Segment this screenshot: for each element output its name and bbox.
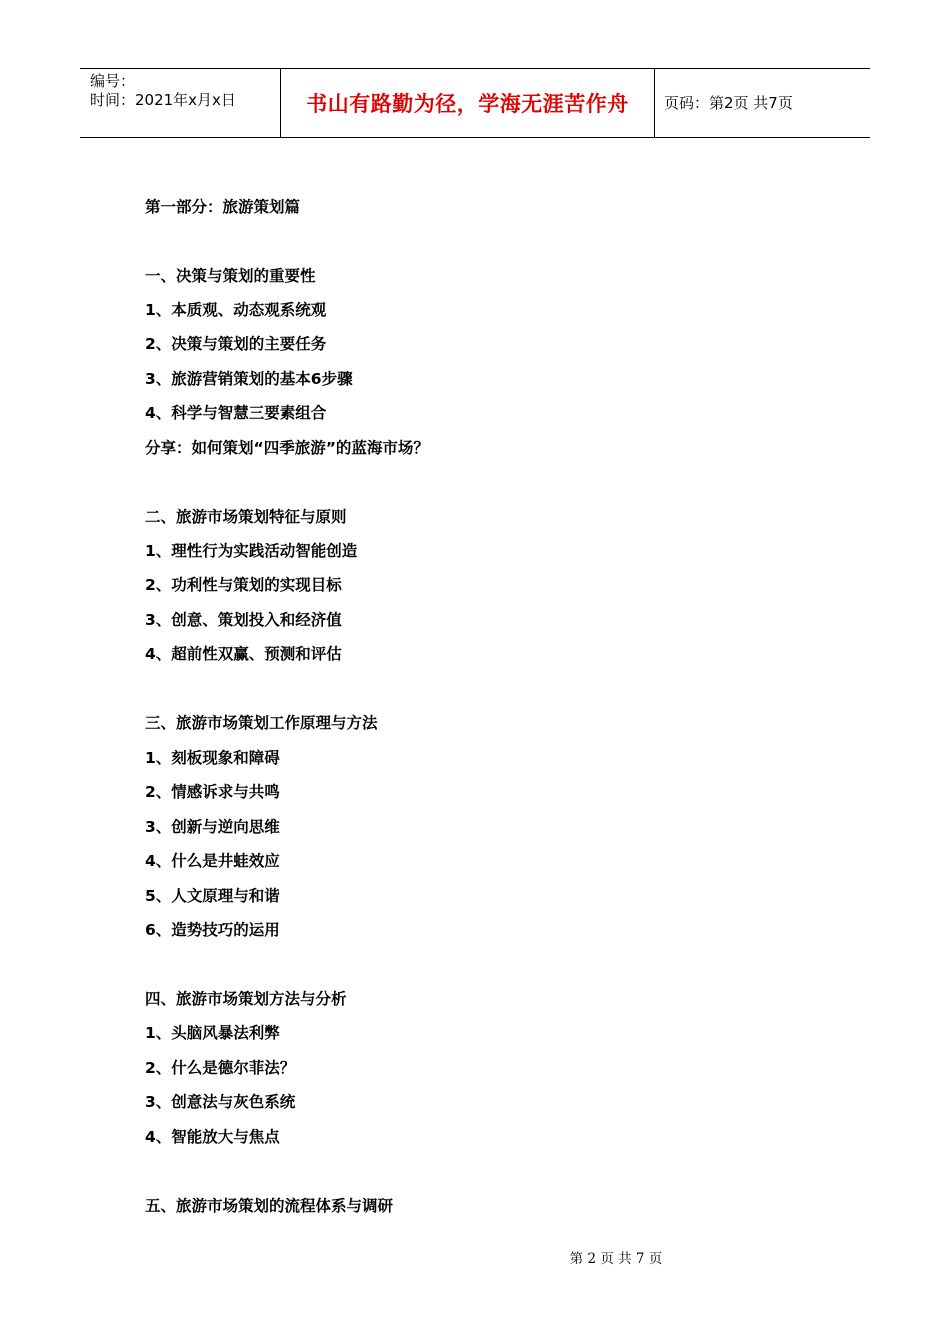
list-item: 2、什么是德尔菲法？ bbox=[145, 1059, 296, 1077]
header-meta-cell bbox=[80, 69, 280, 137]
section-title: 二、旅游市场策划特征与原则 bbox=[145, 508, 347, 526]
time-label: 时间：2021年x月x日 bbox=[90, 91, 236, 109]
list-item: 2、决策与策划的主要任务 bbox=[145, 335, 327, 353]
header-motto-cell bbox=[280, 69, 655, 137]
motto-text: 书山有路勤为径，学海无涯苦作舟 bbox=[306, 92, 629, 116]
page-header bbox=[80, 68, 870, 138]
list-item: 3、旅游营销策划的基本6步骤 bbox=[145, 370, 353, 388]
section-title: 一、决策与策划的重要性 bbox=[145, 267, 316, 285]
part-title: 第一部分：旅游策划篇 bbox=[145, 198, 301, 216]
list-item: 3、创意法与灰色系统 bbox=[145, 1093, 296, 1111]
list-item: 4、智能放大与焦点 bbox=[145, 1128, 280, 1146]
list-item: 1、头脑风暴法利弊 bbox=[145, 1024, 280, 1042]
list-item: 2、情感诉求与共鸣 bbox=[145, 783, 280, 801]
list-item: 1、本质观、动态观系统观 bbox=[145, 301, 327, 319]
list-item: 4、什么是井蛙效应 bbox=[145, 852, 280, 870]
section-title: 五、旅游市场策划的流程体系与调研 bbox=[145, 1197, 394, 1215]
list-item: 分享：如何策划“四季旅游”的蓝海市场？ bbox=[145, 439, 429, 457]
list-item: 5、人文原理与和谐 bbox=[145, 887, 280, 905]
list-item: 3、创新与逆向思维 bbox=[145, 818, 280, 836]
section-title: 三、旅游市场策划工作原理与方法 bbox=[145, 714, 378, 732]
list-item: 1、理性行为实践活动智能创造 bbox=[145, 542, 358, 560]
list-item: 1、刻板现象和障碍 bbox=[145, 749, 280, 767]
page-info: 页码：第2页 共7页 bbox=[664, 94, 793, 112]
page-footer: 第 2 页 共 7 页 bbox=[569, 1251, 663, 1267]
list-item: 4、超前性双赢、预测和评估 bbox=[145, 645, 342, 663]
list-item: 2、功利性与策划的实现目标 bbox=[145, 576, 342, 594]
header-page-cell bbox=[654, 69, 870, 137]
number-label: 编号： bbox=[90, 72, 136, 90]
section-title: 四、旅游市场策划方法与分析 bbox=[145, 990, 347, 1008]
list-item: 4、科学与智慧三要素组合 bbox=[145, 404, 327, 422]
list-item: 3、创意、策划投入和经济值 bbox=[145, 611, 342, 629]
list-item: 6、造势技巧的运用 bbox=[145, 921, 280, 939]
